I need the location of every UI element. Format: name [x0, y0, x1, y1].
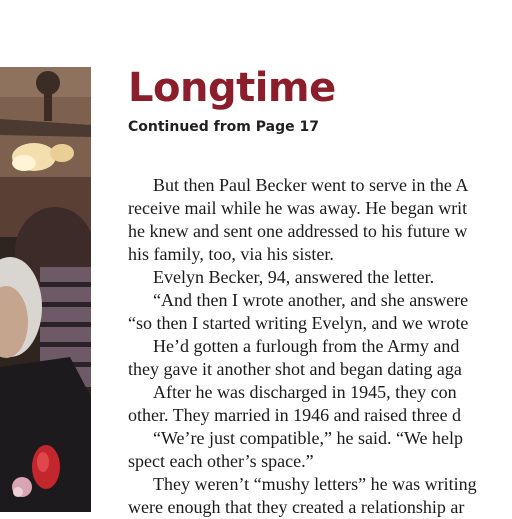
article-body-line: He’d gotten a furlough from the Army and [153, 336, 460, 356]
article-body-line: spect each other’s space.” [128, 451, 314, 471]
article-body-line: were enough that they created a relationship ar [128, 497, 465, 517]
article-body-line: “And then I wrote another, and she answere [153, 290, 469, 310]
article-body-line: They weren’t “mushy letters” he was writing [153, 474, 477, 494]
article-body-line: After he was discharged in 1945, they con [153, 382, 457, 402]
article-body-line: other. They married in 1946 and raised three d [128, 405, 462, 425]
continued-page-link[interactable]: Page 17 [255, 119, 319, 135]
article-body-line: But then Paul Becker went to serve in the A [153, 175, 469, 195]
article-body-line: “We’re just compatible,” he said. “We help [153, 428, 463, 448]
article-body-line: his family, too, via his sister. [128, 244, 334, 264]
article-photo [0, 67, 91, 512]
article-body-line: receive mail while he was away. He began writ [128, 198, 468, 218]
article-headline: Longtime [128, 65, 336, 111]
article-body-line: “so then I started writing Evelyn, and we wrote [128, 313, 469, 333]
continued-prefix: Continued from [128, 119, 256, 135]
article-body [128, 174, 512, 519]
article-body-line: he knew and sent one addressed to his future w [128, 221, 468, 241]
article-body-line: they gave it another shot and began dating aga [128, 359, 462, 379]
continued-from-line [128, 118, 319, 136]
article-body-line: Evelyn Becker, 94, answered the letter. [153, 267, 435, 287]
